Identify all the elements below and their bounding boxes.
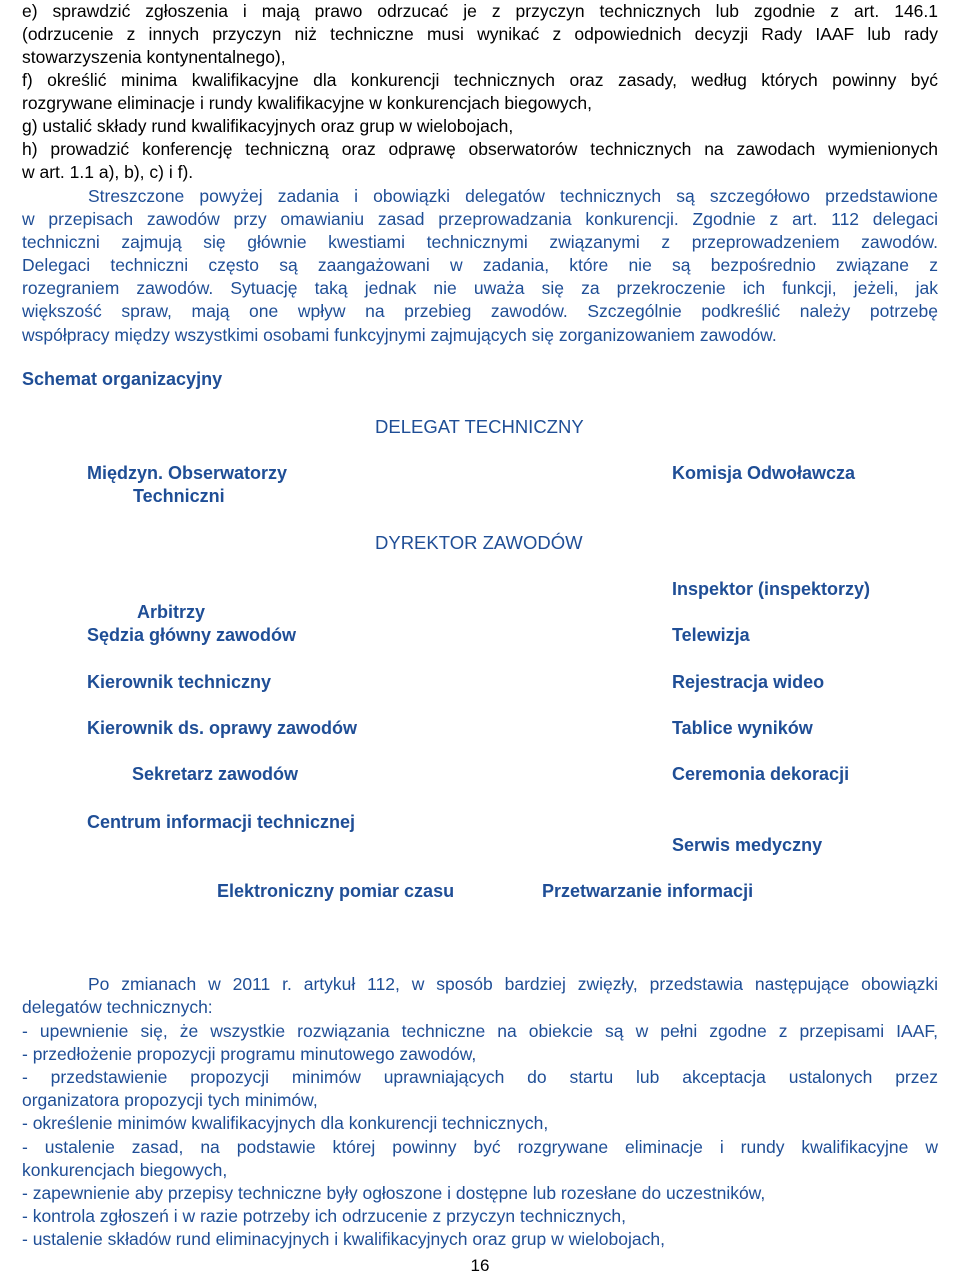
list-item: organizatora propozycji tych minimów,	[22, 1090, 318, 1110]
text-line: w przepisach zawodów przy omawianiu zasad przeprowadzania konkurencji. Zgodnie z art. 112 delegaci	[22, 209, 938, 229]
text-line: f) określić minima kwalifikacyjne dla konkurencji technicznych oraz zasady, według których powinny być	[22, 70, 938, 90]
list-item: - zapewnienie aby przepisy techniczne były ogłoszone i dostępne lub rozesłane do uczestników,	[22, 1183, 766, 1203]
text-line: delegatów technicznych:	[22, 997, 213, 1017]
node-kierownik-oprawy: Kierownik ds. oprawy zawodów	[87, 718, 358, 738]
node-arbitrzy: Arbitrzy	[137, 602, 206, 622]
node-przetwarzanie: Przetwarzanie informacji	[542, 881, 754, 901]
text-line: w art. 1.1 a), b), c) i f).	[22, 162, 194, 182]
list-item: - przedstawienie propozycji minimów uprawniających do startu lub akceptacja ustalonych przez	[22, 1067, 938, 1087]
text-line: współpracy między wszystkimi osobami funkcyjnymi zajmujących się zorganizowaniem zawodów.	[22, 325, 777, 345]
text-line: e) sprawdzić zgłoszenia i mają prawo odrzucać je z przyczyn technicznych lub zgodnie z art. 146.1	[22, 1, 938, 21]
node-tablice: Tablice wyników	[672, 718, 813, 738]
text-line: g) ustalić składy rund kwalifikacyjnych oraz grup w wielobojach,	[22, 116, 514, 136]
list-item: - ustalenie zasad, na podstawie której powinny być rozgrywane eliminacje i rundy kwalifikacyjne w	[22, 1137, 938, 1157]
text-line: stowarzyszenia kontynentalnego),	[22, 47, 286, 67]
node-ceremonia: Ceremonia dekoracji	[672, 764, 850, 784]
node-delegat: DELEGAT TECHNICZNY	[375, 416, 584, 437]
list-item: - określenie minimów kwalifikacyjnych dla konkurencji technicznych,	[22, 1113, 549, 1133]
node-rejestracja: Rejestracja wideo	[672, 672, 825, 692]
node-serwis: Serwis medyczny	[672, 835, 823, 855]
schema-heading: Schemat organizacyjny	[22, 369, 223, 389]
node-sedzia: Sędzia główny zawodów	[87, 625, 297, 645]
text-line: Streszczone powyżej zadania i obowiązki delegatów technicznych są szczegółowo przedstawione	[88, 186, 938, 206]
text-line: rozgrywane eliminacje i rundy kwalifikacyjne w konkurencjach biegowych,	[22, 93, 592, 113]
text-line: rozegraniem zawodów. Sytuację taką jednak nie uważa się za przekroczenie ich funkcji, jeżeli, jak	[22, 278, 938, 298]
text-line: techniczni zajmują się głównie kwestiami technicznymi związanymi z przeprowadzeniem zawodów.	[22, 232, 938, 252]
node-telewizja: Telewizja	[672, 625, 750, 645]
text-line: Po zmianach w 2011 r. artykuł 112, w sposób bardziej zwięzły, przedstawia następujące obowiązki	[88, 974, 938, 994]
text-line: większość spraw, mają one wpływ na przebieg zawodów. Szczególnie podkreślić należy potrzebę	[22, 301, 938, 321]
list-item: - przedłożenie propozycji programu minutowego zawodów,	[22, 1044, 477, 1064]
text-line: Delegaci techniczni często są zaangażowani w zadania, które nie są bezpośrednio związane z	[22, 255, 938, 275]
list-item: konkurencjach biegowych,	[22, 1160, 228, 1180]
node-komisja: Komisja Odwoławcza	[672, 463, 856, 483]
list-item: - upewnienie się, że wszystkie rozwiązania techniczne na obiekcie są w pełni zgodne z przepisami IAAF,	[22, 1021, 938, 1041]
text-line: (odrzucenie z innych przyczyn niż techniczne musi wynikać z odpowiednich decyzji Rady IAAF lub rady	[22, 24, 938, 44]
node-pomiar: Elektroniczny pomiar czasu	[217, 881, 455, 901]
node-dyrektor: DYREKTOR ZAWODÓW	[375, 532, 583, 553]
node-obserwatorzy-2: Techniczni	[133, 486, 225, 506]
node-obserwatorzy: Międzyn. Obserwatorzy	[87, 463, 288, 483]
page-number: 16	[470, 1256, 490, 1275]
node-kierownik-techniczny: Kierownik techniczny	[87, 672, 272, 692]
node-inspektor: Inspektor (inspektorzy)	[672, 579, 871, 599]
list-item: - kontrola zgłoszeń i w razie potrzeby ich odrzucenie z przyczyn technicznych,	[22, 1206, 627, 1226]
text-line: h) prowadzić konferencję techniczną oraz odprawę obserwatorów technicznych na zawodach wymienionych	[22, 139, 938, 159]
node-centrum: Centrum informacji technicznej	[87, 812, 356, 832]
list-item: - ustalenie składów rund eliminacyjnych i kwalifikacyjnych oraz grup w wielobojach,	[22, 1229, 665, 1249]
node-sekretarz: Sekretarz zawodów	[132, 764, 299, 784]
